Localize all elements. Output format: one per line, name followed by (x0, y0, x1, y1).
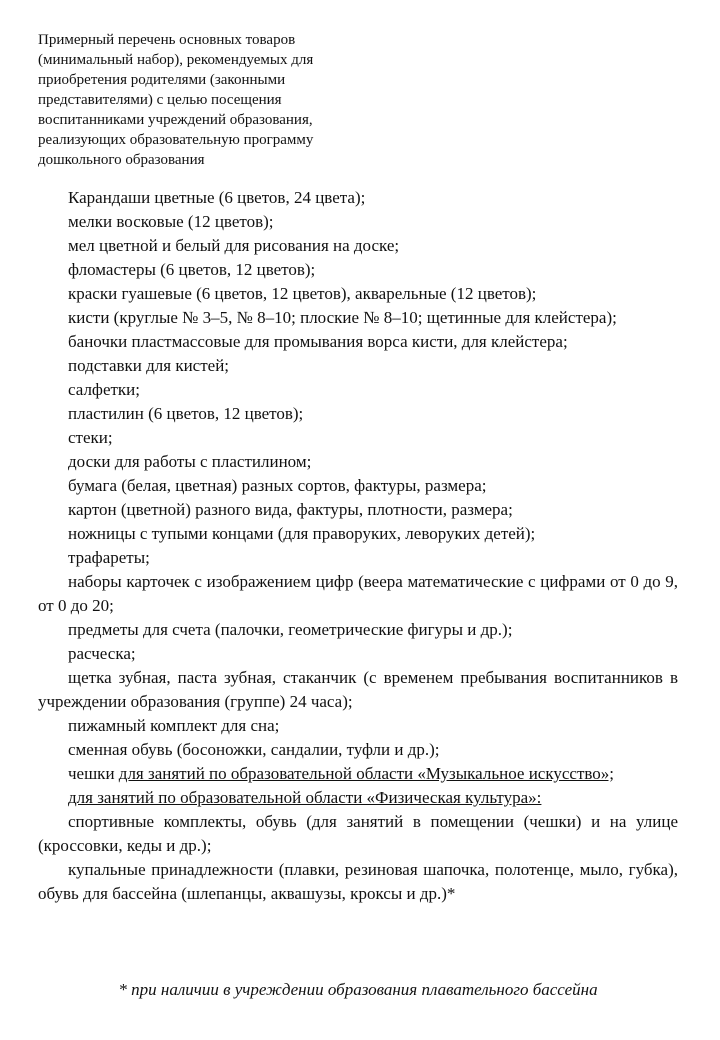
heading-line: приобретения родителями (законными (38, 72, 286, 88)
list-item: картон (цветной) разного вида, фактуры, плотности, размера; (68, 500, 513, 519)
heading-line: (минимальный набор), рекомендуемых для (38, 52, 314, 68)
list-item: пластилин (6 цветов, 12 цветов); (68, 404, 304, 423)
list-item-music (38, 762, 678, 786)
heading-line: воспитанниками учреждений образования, (38, 112, 313, 128)
list-item: стеки; (68, 428, 113, 447)
list-item: предметы для счета (палочки, геометрические фигуры и др.); (68, 620, 513, 639)
list-item: кисти (круглые № 3–5, № 8–10; плоские № 8–10; щетинные для клейстера); (68, 308, 617, 327)
goods-list (38, 186, 678, 906)
music-item-underlined: для занятий по образовательной области «Музыкальное искусство»; (118, 764, 615, 783)
pe-heading (38, 786, 678, 810)
pe-heading-text: для занятий по образовательной области «Физическая культура»: (68, 788, 542, 807)
list-item: ножницы с тупыми концами (для праворуких, леворуких детей); (68, 524, 536, 543)
list-item: бумага (белая, цветная) разных сортов, фактуры, размера; (68, 476, 487, 495)
heading-line: дошкольного образования (38, 152, 205, 168)
list-item: мел цветной и белый для рисования на доске; (68, 236, 400, 255)
list-item: краски гуашевые (6 цветов, 12 цветов), акварельные (12 цветов); (68, 284, 537, 303)
list-item: пижамный комплект для сна; (68, 716, 280, 735)
footnote: * при наличии в учреждении образования плавательного бассейна (118, 980, 598, 999)
list-item: щетка зубная, паста зубная, стаканчик (с временем пребывания воспитанников в учреждении образования (группе) 24 часа); (38, 668, 678, 711)
heading-line: реализующих образовательную программу (38, 132, 314, 148)
list-item: подставки для кистей; (68, 356, 230, 375)
list-item: расческа; (68, 644, 136, 663)
list-item: Карандаши цветные (6 цветов, 24 цвета); (68, 188, 366, 207)
music-item-prefix: чешки (68, 764, 119, 783)
list-item: спортивные комплекты, обувь (для занятий в помещении (чешки) и на улице (кроссовки, кеды и др.); (38, 812, 678, 855)
heading-line: представителями) с целью посещения (38, 92, 282, 108)
list-item: мелки восковые (12 цветов); (68, 212, 274, 231)
list-item: купальные принадлежности (плавки, резиновая шапочка, полотенце, мыло, губка), обувь для бассейна (шлепанцы, аквашузы, кроксы и др.)* (38, 860, 678, 903)
list-item: трафареты; (68, 548, 150, 567)
list-item: фломастеры (6 цветов, 12 цветов); (68, 260, 316, 279)
list-item: баночки пластмассовые для промывания ворса кисти, для клейстера; (68, 332, 568, 351)
list-item: сменная обувь (босоножки, сандалии, туфли и др.); (68, 740, 440, 759)
heading-line: Примерный перечень основных товаров (38, 32, 296, 48)
list-item: наборы карточек с изображением цифр (веера математические с цифрами от 0 до 9, от 0 до 20; (38, 572, 678, 615)
list-item: доски для работы с пластилином; (68, 452, 312, 471)
document-heading (38, 30, 398, 170)
list-item: салфетки; (68, 380, 141, 399)
